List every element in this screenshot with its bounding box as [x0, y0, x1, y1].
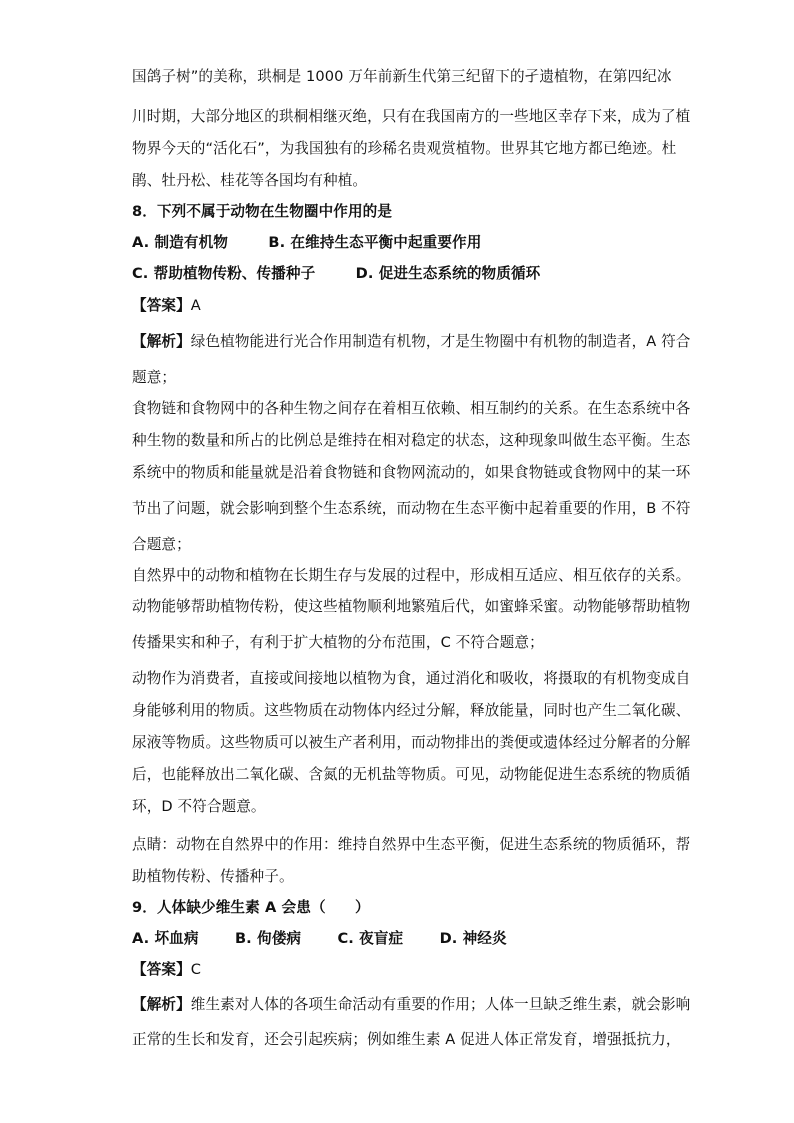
- intro-line: 国鸽子树”的美称，珙桐是 1000 万年前新生代第三纪留下的孑遗植物，在第四纪冰: [132, 68, 672, 85]
- q9-option-a: A. 坏血病: [132, 930, 199, 947]
- q8-options-row-1: [132, 234, 481, 252]
- q8-option-d: D. 促进生态系统的物质循环: [355, 265, 541, 282]
- q8-answer: [132, 297, 201, 315]
- q8-option-c: C. 帮助植物传粉、传播种子: [132, 265, 316, 282]
- q9-analysis-line: 正常的生长和发育，还会引起疾病；例如维生素 A 促进人体正常发育，增强抵抗力，: [132, 1031, 681, 1048]
- question-9: 9．人体缺少维生素 A 会患（ ）: [132, 899, 370, 916]
- answer-value: A: [190, 297, 201, 314]
- analysis-tag: 【解析】: [132, 996, 191, 1013]
- analysis-text: 维生素对人体的各项生命活动有重要的作用；人体一旦缺乏维生素，就会影响: [190, 996, 691, 1013]
- q8-analysis-line: 合题意；: [132, 536, 191, 553]
- answer-tag: 【答案】: [132, 297, 191, 314]
- answer-tag: 【答案】: [132, 961, 191, 978]
- q9-option-b: B. 佝偻病: [234, 930, 302, 947]
- q8-analysis-line: 后，也能释放出二氧化碳、含氮的无机盐等物质。可见，动物能促进生态系统的物质循: [132, 766, 691, 783]
- q9-option-c: C. 夜盲症: [337, 930, 404, 947]
- q8-analysis-line: 身能够利用的物质。这些物质在动物体内经过分解，释放能量，同时也产生二氧化碳、: [132, 702, 691, 719]
- q8-note-line: 助植物传粉、传播种子。: [132, 868, 294, 885]
- q9-option-d: D. 神经炎: [439, 930, 507, 947]
- q8-analysis-line: 食物链和食物网中的各种生物之间存在着相互依赖、相互制约的关系。在生态系统中各: [132, 400, 691, 417]
- q8-analysis-line: 节出了问题，就会影响到整个生态系统，而动物在生态平衡中起着重要的作用，B 不符: [132, 500, 691, 517]
- answer-value: C: [190, 961, 202, 978]
- intro-line: 川时期，大部分地区的珙桐相继灭绝，只有在我国南方的一些地区幸存下来，成为了植: [132, 108, 691, 125]
- q8-analysis-line: 环，D 不符合题意。: [132, 798, 266, 815]
- intro-line: 鹃、牡丹松、桂花等各国均有种植。: [132, 172, 368, 189]
- q8-note-line: 点睛：动物在自然界中的作用：维持自然界中生态平衡，促进生态系统的物质循环，帮: [132, 836, 691, 853]
- q9-analysis-line: [132, 996, 690, 1014]
- question-8: 8．下列不属于动物在生物圈中作用的是: [132, 203, 393, 220]
- q8-analysis-line: 动物作为消费者，直接或间接地以植物为食，通过消化和吸收，将摄取的有机物变成自: [132, 670, 691, 687]
- q9-answer: [132, 961, 201, 979]
- intro-line: 物界今天的“活化石”，为我国独有的珍稀名贵观赏植物。世界其它地方都已绝迹。杜: [132, 140, 677, 157]
- analysis-tag: 【解析】: [132, 333, 191, 350]
- q9-options-row: [132, 930, 507, 948]
- q8-option-b: B. 在维持生态平衡中起重要作用: [268, 234, 482, 251]
- q8-analysis-line: 系统中的物质和能量就是沿着食物链和食物网流动的，如果食物链或食物网中的某一环: [132, 464, 691, 481]
- q8-analysis-line: 种生物的数量和所占的比例总是维持在相对稳定的状态，这种现象叫做生态平衡。生态: [132, 432, 691, 449]
- q8-analysis-line: 题意；: [132, 369, 177, 386]
- q8-analysis-line: 自然界中的动物和植物在长期生存与发展的过程中，形成相互适应、相互依存的关系。: [132, 567, 691, 584]
- q8-analysis-line: 传播果实和种子，有利于扩大植物的分布范围，C 不符合题意；: [132, 634, 544, 651]
- q8-analysis-line: 尿液等物质。这些物质可以被生产者利用，而动物排出的粪便或遗体经过分解者的分解: [132, 734, 691, 751]
- analysis-text: 绿色植物能进行光合作用制造有机物，才是生物圈中有机物的制造者，A 符合: [190, 333, 691, 350]
- q8-options-row-2: [132, 265, 540, 283]
- q8-analysis-line: [132, 333, 691, 351]
- q8-analysis-line: 动物能够帮助植物传粉，使这些植物顺利地繁殖后代，如蜜蜂采蜜。动物能够帮助植物: [132, 598, 691, 615]
- q8-option-a: A. 制造有机物: [132, 234, 228, 251]
